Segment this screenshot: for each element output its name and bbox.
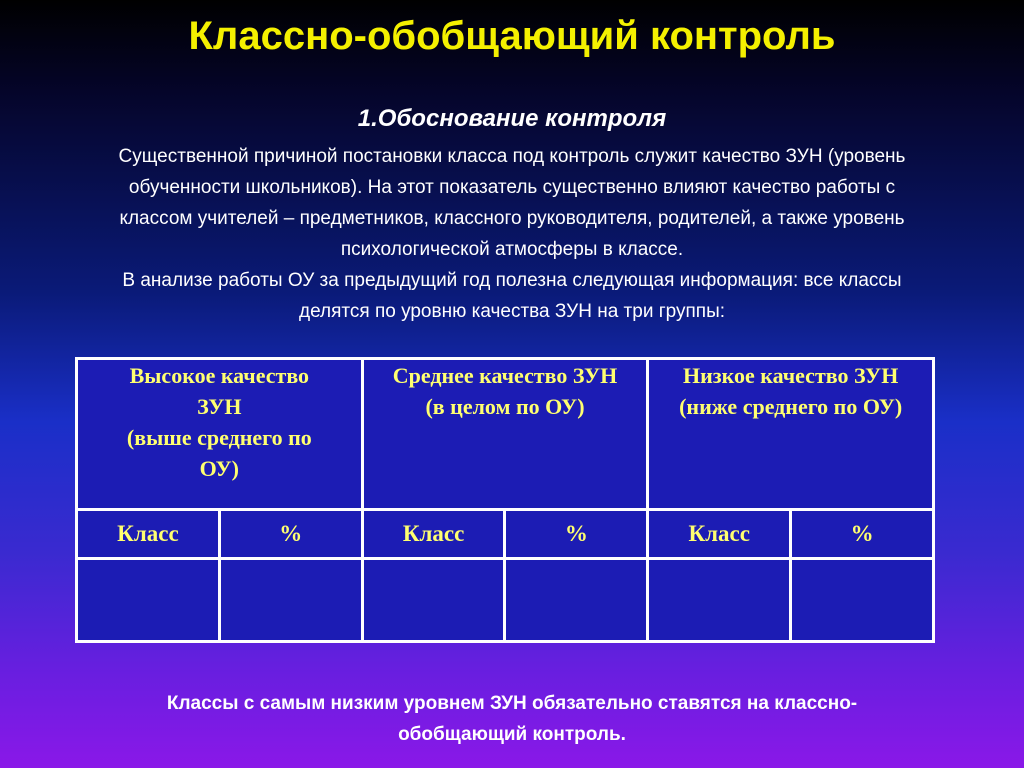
- header-line: (ниже среднего по ОУ): [679, 394, 903, 419]
- header-line: ЗУН: [197, 394, 242, 419]
- paragraph-line: В анализе работы ОУ за предыдущий год полезна следующая информация: все классы: [122, 270, 902, 291]
- conclusion-line: обобщающий контроль.: [398, 724, 626, 745]
- group-high-quality: [77, 359, 363, 510]
- paragraph-line: обученности школьников). На этот показатель существенно влияют качество работы с: [128, 177, 896, 198]
- group-low-quality: [648, 359, 934, 510]
- class-column-header: Класс: [77, 510, 220, 559]
- class-column-header: Класс: [362, 510, 505, 559]
- quality-groups-table: [75, 357, 935, 643]
- paragraph-line: Существенной причиной постановки класса под контроль служит качество ЗУН (уровень: [118, 146, 906, 167]
- section-heading: 1.Обоснование контроля: [357, 105, 667, 132]
- subheader-row: [77, 510, 934, 559]
- header-line: (в целом по ОУ): [425, 394, 585, 419]
- paragraph-line: классом учителей – предметников, классного руководителя, родителей, а также уровень: [119, 208, 905, 229]
- paragraph-line: психологической атмосферы в классе.: [340, 239, 684, 260]
- percent-column-header: %: [791, 510, 934, 559]
- header-line: ОУ): [199, 456, 239, 481]
- slide-title: Классно-обобщающий контроль: [188, 14, 836, 58]
- header-line: Высокое качество: [129, 363, 310, 388]
- empty-cell: [77, 559, 220, 642]
- header-line: Низкое качество ЗУН: [683, 363, 899, 388]
- percent-column-header: %: [505, 510, 648, 559]
- header-line: (выше среднего по: [126, 425, 312, 450]
- empty-cell: [648, 559, 791, 642]
- group-header-row: [77, 359, 934, 510]
- empty-cell: [362, 559, 505, 642]
- class-column-header: Класс: [648, 510, 791, 559]
- empty-cell: [505, 559, 648, 642]
- empty-cell: [219, 559, 362, 642]
- conclusion-text: [0, 688, 1024, 750]
- paragraph-line: делятся по уровню качества ЗУН на три группы:: [298, 301, 726, 322]
- justification-paragraph: [20, 141, 1004, 265]
- conclusion-line: Классы с самым низким уровнем ЗУН обязательно ставятся на классно-: [166, 693, 858, 714]
- group-medium-quality: [362, 359, 648, 510]
- empty-cell: [791, 559, 934, 642]
- percent-column-header: %: [219, 510, 362, 559]
- header-line: Среднее качество ЗУН: [392, 363, 618, 388]
- table-row: [77, 559, 934, 642]
- analysis-paragraph: [20, 265, 1004, 327]
